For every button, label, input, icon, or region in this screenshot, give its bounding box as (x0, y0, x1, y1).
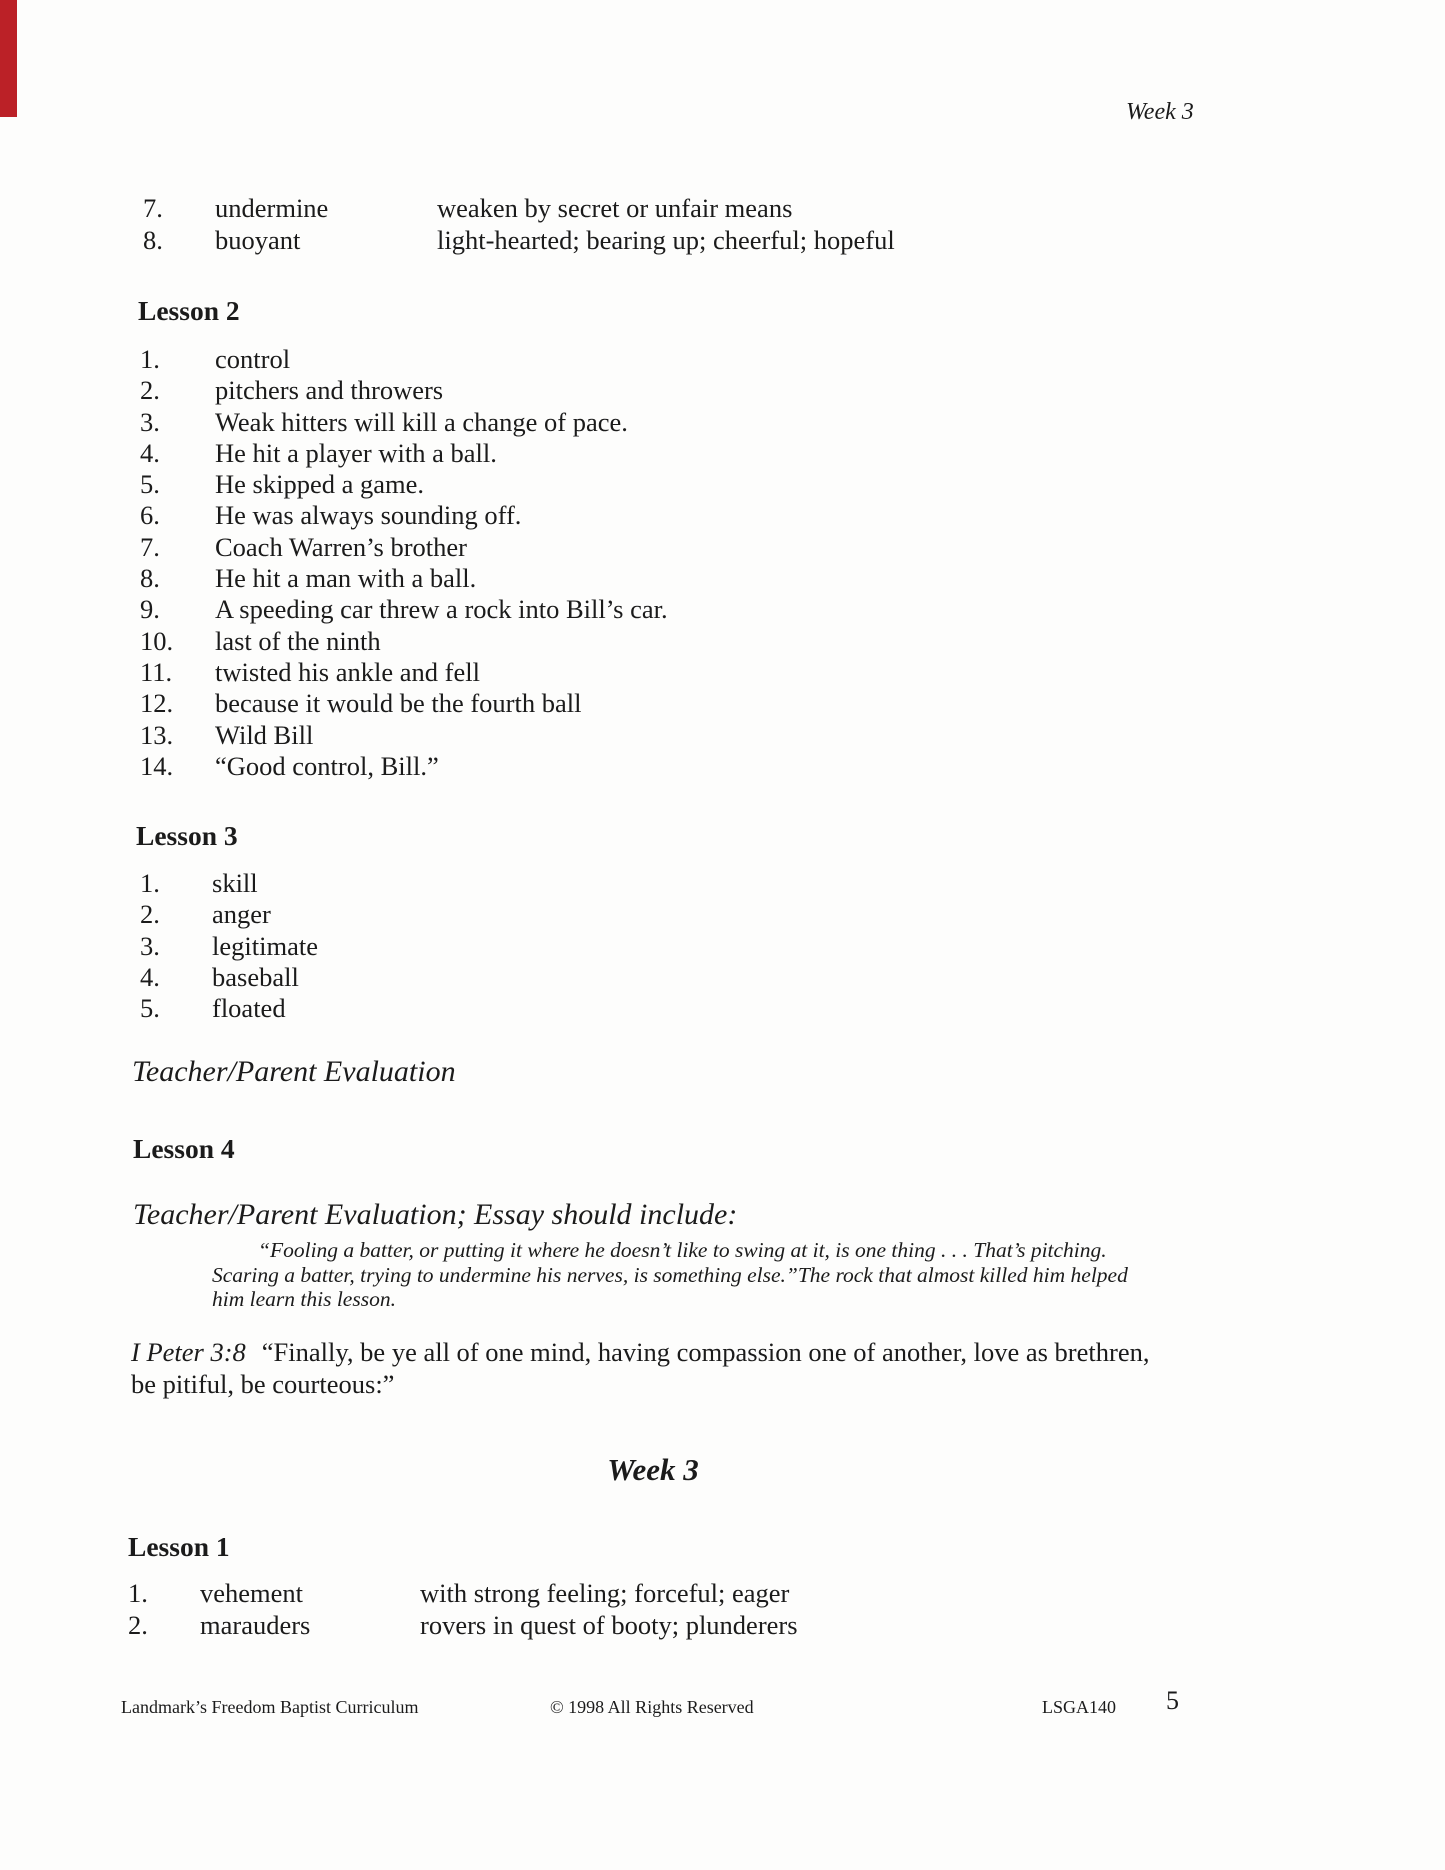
item-number: 7. (140, 531, 160, 562)
item-number: 5. (140, 993, 160, 1024)
footer-copyright: © 1998 All Rights Reserved (550, 1697, 754, 1717)
red-scan-edge-artifact (0, 0, 17, 117)
verse-reference: I Peter 3:8 (131, 1337, 246, 1367)
footer-catalog-code: LSGA140 (1042, 1697, 1117, 1717)
answer-row (140, 407, 668, 438)
vocab-row (143, 224, 895, 256)
item-number: 3. (140, 406, 160, 437)
lesson-4-evaluation-note: Teacher/Parent Evaluation; Essay should include: (133, 1198, 738, 1231)
item-number: 1. (140, 868, 160, 898)
answer-text: Coach Warren’s brother (215, 531, 467, 562)
answer-text: baseball (212, 961, 299, 992)
vocab-definition: rovers in quest of booty; plunderers (420, 1610, 798, 1640)
vocab-term: marauders (200, 1610, 311, 1640)
verse-line (131, 1336, 1271, 1368)
quote-line: him learn this lesson. (212, 1287, 396, 1312)
answer-text: legitimate (212, 930, 318, 961)
answer-row (140, 344, 668, 375)
answer-text: control (215, 344, 291, 374)
quote-line: “Fooling a batter, or putting it where he doesn’t like to swing at it, is one thing . . . That’s pitching. (258, 1238, 1107, 1262)
answer-text: skill (212, 868, 258, 898)
lesson-4-heading: Lesson 4 (133, 1133, 235, 1164)
answer-row (140, 469, 668, 500)
essay-quote-block (212, 1238, 1282, 1312)
answer-text: “Good control, Bill.” (215, 750, 439, 781)
answer-row (140, 594, 668, 625)
vocab-definition: light-hearted; bearing up; cheerful; hopeful (437, 225, 895, 255)
vocab-term: undermine (215, 193, 329, 223)
week-3-section-heading: Week 3 (607, 1452, 699, 1487)
answer-text: Weak hitters will kill a change of pace. (215, 406, 628, 437)
answer-text: last of the ninth (215, 625, 381, 656)
item-number: 2. (140, 899, 160, 930)
item-number: 5. (140, 469, 160, 500)
answer-text: twisted his ankle and fell (215, 656, 480, 687)
answer-row (140, 688, 668, 719)
item-number: 7. (143, 193, 163, 223)
scripture-verse (131, 1336, 1271, 1400)
answer-text: He was always sounding off. (215, 500, 522, 531)
item-number: 1. (140, 344, 160, 374)
week3-lesson-1-vocab-list (128, 1577, 798, 1641)
answer-text: He hit a player with a ball. (215, 437, 497, 468)
item-number: 3. (140, 930, 160, 961)
item-number: 2. (128, 1610, 148, 1640)
answer-text: because it would be the fourth ball (215, 688, 582, 719)
intro-vocab-list (143, 192, 895, 256)
vocab-row (128, 1609, 798, 1641)
answer-row (140, 751, 668, 782)
vocab-term: vehement (200, 1578, 304, 1608)
answer-row (140, 438, 668, 469)
item-number: 4. (140, 437, 160, 468)
vocab-row (143, 192, 895, 224)
answer-row (140, 868, 318, 899)
vocab-definition: weaken by secret or unfair means (437, 193, 793, 223)
vocab-term: buoyant (215, 225, 301, 255)
item-number: 9. (140, 594, 160, 625)
verse-text: “Finally, be ye all of one mind, having compassion one of another, love as brethren, (261, 1337, 1150, 1367)
answer-text: pitchers and throwers (215, 375, 444, 406)
answer-row (140, 962, 318, 993)
answer-row (140, 375, 668, 406)
answer-text: Wild Bill (215, 719, 314, 750)
item-number: 8. (140, 563, 160, 594)
item-number: 12. (140, 688, 174, 719)
lesson-3-answer-list (140, 868, 318, 1024)
item-number: 11. (140, 656, 173, 687)
answer-text: anger (212, 899, 271, 930)
vocab-row (128, 1577, 798, 1609)
item-number: 1. (128, 1578, 148, 1608)
answer-row (140, 532, 668, 563)
answer-row (140, 993, 318, 1024)
lesson-2-heading: Lesson 2 (138, 295, 240, 326)
lesson-2-answer-list (140, 344, 668, 782)
week3-lesson-1-heading: Lesson 1 (128, 1531, 230, 1562)
answer-row (140, 899, 318, 930)
lesson-3-heading: Lesson 3 (136, 820, 238, 851)
answer-text: A speeding car threw a rock into Bill’s car. (215, 594, 668, 625)
item-number: 10. (140, 625, 174, 656)
item-number: 8. (143, 225, 163, 255)
answer-row (140, 657, 668, 688)
teacher-parent-evaluation-note: Teacher/Parent Evaluation (132, 1055, 456, 1088)
answer-row (140, 720, 668, 751)
verse-line: be pitiful, be courteous:” (131, 1369, 395, 1399)
page-number: 5 (1166, 1686, 1179, 1715)
item-number: 13. (140, 719, 174, 750)
vocab-definition: with strong feeling; forceful; eager (420, 1578, 790, 1608)
footer-publisher: Landmark’s Freedom Baptist Curriculum (121, 1697, 419, 1717)
item-number: 2. (140, 375, 160, 406)
item-number: 6. (140, 500, 160, 531)
running-header-week-label: Week 3 (1126, 99, 1194, 125)
answer-text: floated (212, 993, 286, 1024)
item-number: 4. (140, 961, 160, 992)
answer-row (140, 626, 668, 657)
answer-row (140, 500, 668, 531)
item-number: 14. (140, 750, 174, 781)
quote-line: Scaring a batter, trying to undermine his nerves, is something else.”The rock that almost killed him helped (212, 1262, 1128, 1287)
answer-row (140, 563, 668, 594)
answer-text: He hit a man with a ball. (215, 563, 477, 594)
answer-text: He skipped a game. (215, 469, 424, 500)
answer-row (140, 931, 318, 962)
